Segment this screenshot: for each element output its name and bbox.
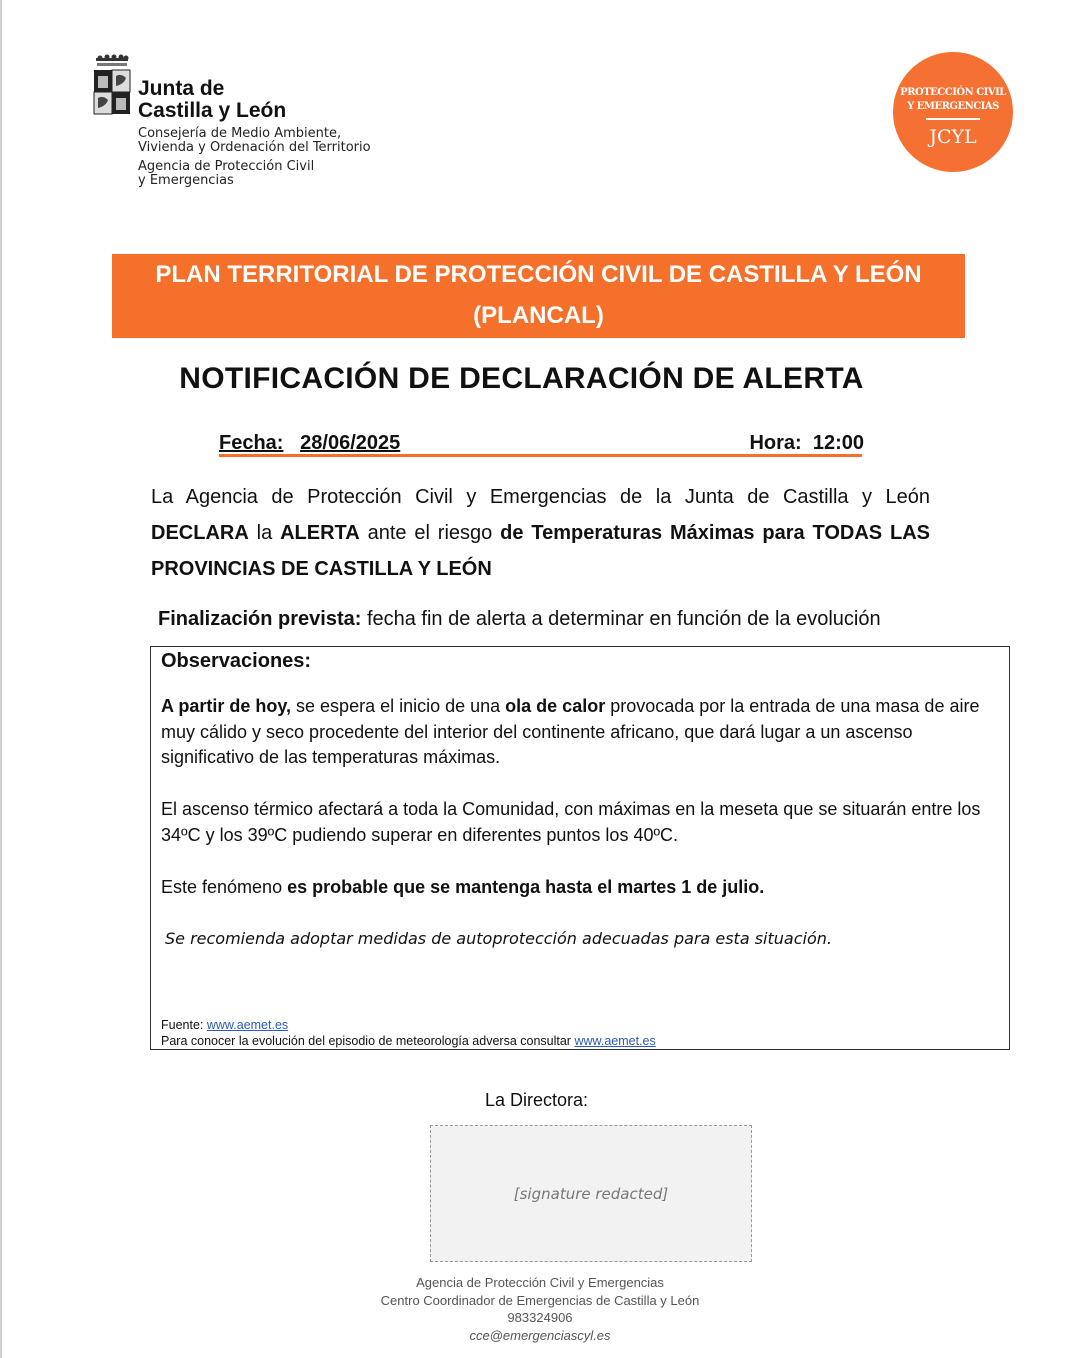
intro-bold-risk: de Temperaturas Máximas para TODAS LAS PROVINCIAS DE CASTILLA Y LEÓN xyxy=(151,522,930,580)
jcyl-logo xyxy=(92,54,392,194)
agency xyxy=(138,160,314,188)
recommendation-text: Se recomienda adoptar medidas de autoprotección adecuadas para esta situación. xyxy=(165,929,832,948)
obs-p3-text: Este fenómeno xyxy=(161,877,288,897)
obs-p1-text-1: se espera el inicio de una xyxy=(291,696,506,716)
intro-text-1: La Agencia de Protección Civil y Emergencias de la Junta de Castilla y León xyxy=(151,486,930,508)
evolution-text: Para conocer la evolución del episodio de meteorología adversa consultar xyxy=(161,1034,575,1048)
evolution-link[interactable]: www.aemet.es xyxy=(574,1034,656,1048)
intro-paragraph xyxy=(151,479,930,587)
seal-line1: PROTECCIÓN CIVIL xyxy=(900,87,1006,98)
observation-paragraph-3 xyxy=(161,875,1003,901)
footer-phone: 983324906 xyxy=(507,1310,573,1325)
obs-p3-bold: es probable que se mantenga hasta el martes 1 de julio. xyxy=(287,877,765,897)
banner-line2: (PLANCAL) xyxy=(473,302,604,329)
intro-bold-alerta: ALERTA xyxy=(280,522,360,544)
crest-icon xyxy=(92,54,132,124)
expected-end-label: Finalización prevista: xyxy=(158,608,362,630)
hora-field xyxy=(749,432,864,455)
source-line xyxy=(161,1018,1003,1033)
banner-line1: PLAN TERRITORIAL DE PROTECCIÓN CIVIL DE CASTILLA Y LEÓN xyxy=(155,261,922,288)
source-label: Fuente: xyxy=(161,1018,207,1032)
plan-banner xyxy=(112,254,965,338)
intro-bold-declara: DECLARA xyxy=(151,522,249,544)
expected-end xyxy=(158,605,948,633)
expected-end-text: fecha fin de alerta a determinar en función de la evolución xyxy=(361,608,881,630)
hora-label: Hora: xyxy=(749,432,802,454)
civil-protection-seal xyxy=(893,52,1013,172)
footer-email: cce@emergenciascyl.es xyxy=(469,1327,611,1343)
department xyxy=(138,127,371,155)
org-name-line2: Castilla y León xyxy=(138,99,287,122)
footer-center: Centro Coordinador de Emergencias de Castilla y León xyxy=(380,1292,700,1308)
observations-box xyxy=(150,646,1010,1050)
evolution-line xyxy=(161,1034,1003,1049)
agency-line2: y Emergencias xyxy=(138,173,234,188)
org-name-line1: Junta de xyxy=(138,77,225,100)
hora-value: 12:00 xyxy=(812,432,864,454)
fecha-field xyxy=(219,432,400,455)
observation-paragraph-1 xyxy=(161,694,1003,771)
footer xyxy=(0,1274,1080,1344)
signature-placeholder-text: [signature redacted] xyxy=(513,1184,669,1203)
obs-p1-bold-1: A partir de hoy, xyxy=(161,696,292,716)
footer-agency: Agencia de Protección Civil y Emergencias xyxy=(416,1275,664,1290)
department-line1: Consejería de Medio Ambiente, xyxy=(138,126,342,141)
fecha-label: Fecha: xyxy=(219,432,284,454)
signature-label: La Directora: xyxy=(485,1090,589,1110)
fecha-value: 28/06/2025 xyxy=(300,432,401,454)
seal-line3: JCYL xyxy=(929,126,977,148)
intro-text-2: la xyxy=(248,522,281,544)
source-link[interactable]: www.aemet.es xyxy=(206,1018,289,1032)
date-underline xyxy=(219,454,862,457)
org-name xyxy=(138,78,286,122)
intro-text-3: ante el riesgo xyxy=(359,522,501,544)
agency-line1: Agencia de Protección Civil xyxy=(138,159,315,174)
signature-placeholder xyxy=(430,1125,752,1262)
page-edge xyxy=(0,0,2,1358)
seal-line2: Y EMERGENCIAS xyxy=(907,101,999,112)
department-line2: Vivienda y Ordenación del Territorio xyxy=(138,140,371,155)
observation-paragraph-2: El ascenso térmico afectará a toda la Comunidad, con máximas en la meseta que se situarán entre los 34ºC y los 39ºC pudiendo superar en diferentes puntos los 40ºC. xyxy=(161,799,981,845)
seal-divider xyxy=(926,118,980,120)
obs-p1-bold-2: ola de calor xyxy=(505,696,606,716)
document-title: NOTIFICACIÓN DE DECLARACIÓN DE ALERTA xyxy=(179,362,864,395)
observations-title: Observaciones: xyxy=(161,650,312,672)
obs-p1-text-2: provocada por la entrada de una masa de aire muy cálido y seco procedente del interior del continente africano, que dará lugar a un ascenso significativo de las temperaturas máximas. xyxy=(161,696,980,767)
